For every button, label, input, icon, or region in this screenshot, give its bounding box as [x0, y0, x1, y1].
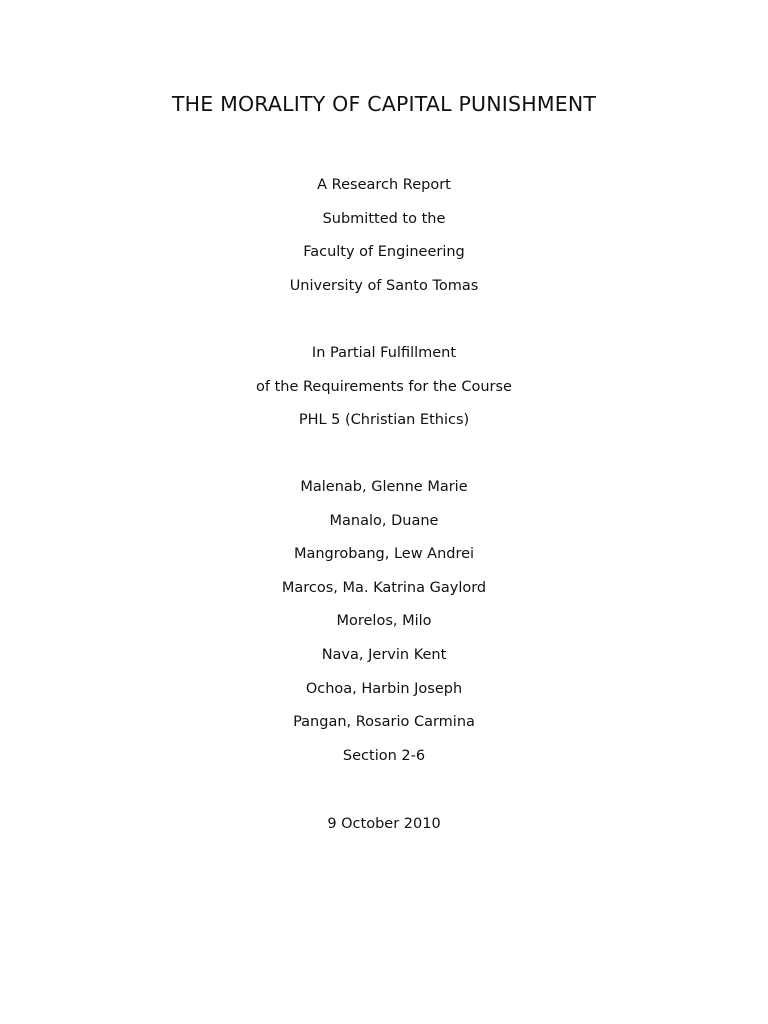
submission-line-university: University of Santo Tomas [289, 277, 479, 294]
author-name: Nava, Jervin Kent [321, 646, 447, 663]
fulfillment-block [0, 337, 768, 438]
authors-block [0, 471, 768, 773]
section-label: Section 2-6 [342, 747, 426, 764]
submission-line-submitted-to: Submitted to the [322, 210, 446, 227]
author-name: Pangan, Rosario Carmina [293, 714, 475, 731]
fulfillment-line-course: PHL 5 (Christian Ethics) [298, 412, 470, 429]
author-name: Ochoa, Harbin Joseph [305, 680, 463, 697]
date-block [0, 808, 768, 842]
fulfillment-line-partial: In Partial Fulfillment [311, 345, 457, 361]
submission-block [0, 169, 768, 303]
author-name: Morelos, Milo [336, 613, 432, 630]
submission-date: 9 October 2010 [327, 816, 441, 832]
author-name: Mangrobang, Lew Andrei [293, 546, 475, 563]
author-name: Manalo, Duane [329, 512, 439, 529]
author-name: Malenab, Glenne Marie [300, 479, 468, 495]
author-name: Marcos, Ma. Katrina Gaylord [281, 579, 487, 596]
fulfillment-line-requirements: of the Requirements for the Course [256, 378, 512, 395]
document-title: THE MORALITY OF CAPITAL PUNISHMENT [171, 92, 597, 116]
submission-line-report-type: A Research Report [317, 177, 451, 193]
submission-line-faculty: Faculty of Engineering [303, 244, 465, 261]
